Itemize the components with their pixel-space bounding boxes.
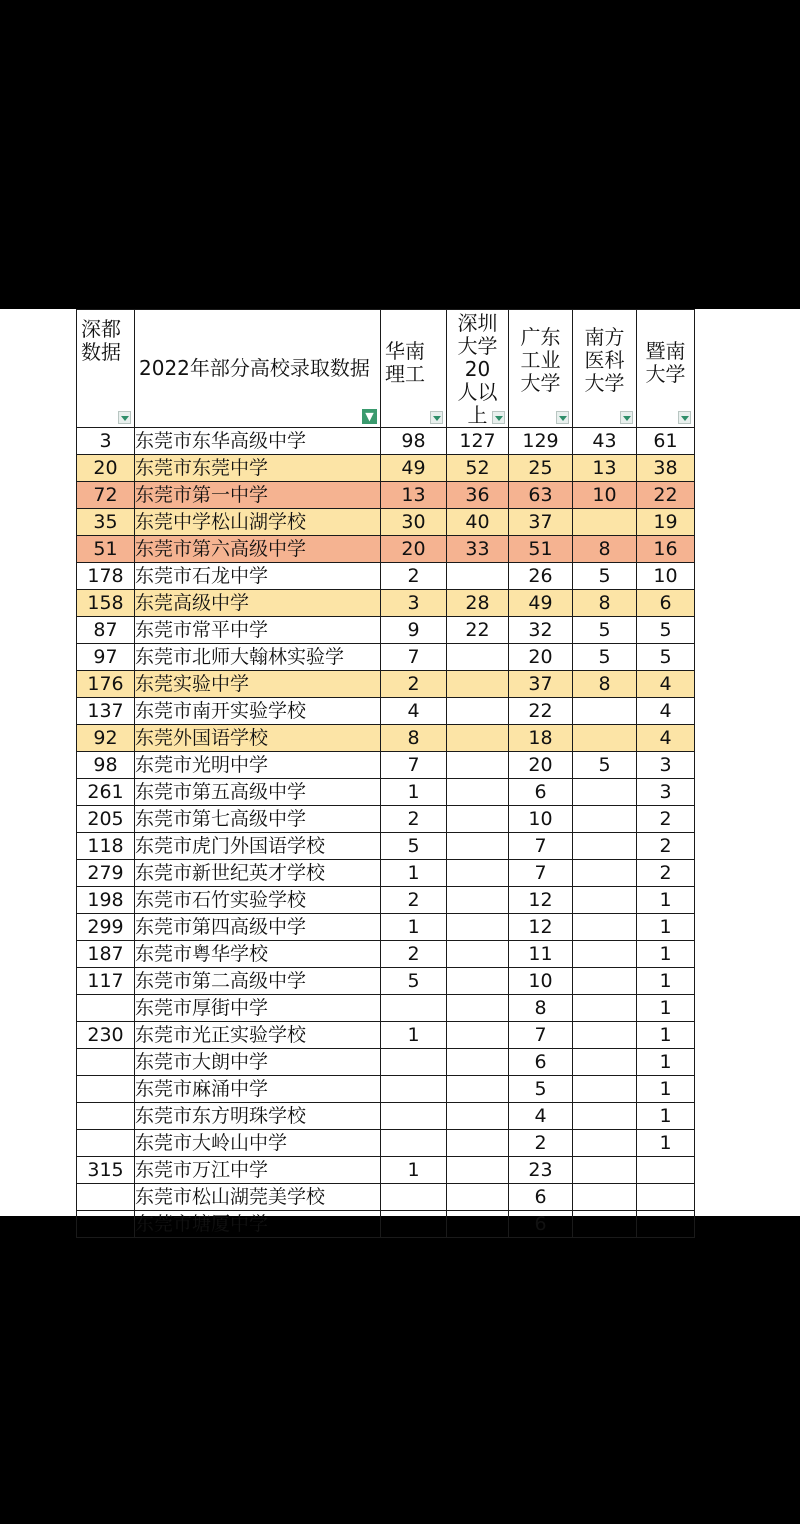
header-smu-label: 南方医科大学 [584, 325, 625, 395]
smu-count-cell[interactable] [573, 1211, 637, 1238]
school-name-cell[interactable]: 东莞市大朗中学 [135, 1049, 381, 1076]
gdut-count-cell[interactable]: 10 [509, 968, 573, 995]
table-row [77, 455, 695, 482]
smu-count-cell[interactable]: 13 [573, 455, 637, 482]
szu-count-cell[interactable]: 28 [447, 590, 509, 617]
jnu-count-cell[interactable]: 2 [637, 806, 695, 833]
rank-cell[interactable]: 117 [77, 968, 135, 995]
school-name-cell[interactable]: 东莞市北师大翰林实验学 [135, 644, 381, 671]
school-name-cell[interactable]: 东莞市常平中学 [135, 617, 381, 644]
school-name-cell[interactable]: 东莞市粤华学校 [135, 941, 381, 968]
gdut-count-cell[interactable]: 63 [509, 482, 573, 509]
school-name-cell[interactable]: 东莞市石龙中学 [135, 563, 381, 590]
gdut-count-cell[interactable]: 11 [509, 941, 573, 968]
smu-count-cell[interactable]: 43 [573, 428, 637, 455]
rank-cell[interactable]: 51 [77, 536, 135, 563]
rank-cell[interactable]: 92 [77, 725, 135, 752]
jnu-count-cell[interactable]: 5 [637, 617, 695, 644]
rank-cell[interactable]: 187 [77, 941, 135, 968]
school-name-cell[interactable]: 东莞市松山湖莞美学校 [135, 1184, 381, 1211]
header-school[interactable] [135, 310, 381, 428]
szu-count-cell[interactable] [447, 671, 509, 698]
jnu-count-cell[interactable]: 16 [637, 536, 695, 563]
school-name-cell[interactable]: 东莞实验中学 [135, 671, 381, 698]
gdut-count-cell[interactable]: 20 [509, 644, 573, 671]
smu-count-cell[interactable] [573, 914, 637, 941]
smu-count-cell[interactable]: 10 [573, 482, 637, 509]
jnu-count-cell[interactable]: 6 [637, 590, 695, 617]
rank-cell[interactable]: 118 [77, 833, 135, 860]
table-row [77, 563, 695, 590]
szu-count-cell[interactable] [447, 1022, 509, 1049]
header-jnu-label: 暨南大学 [645, 339, 686, 386]
jnu-count-cell[interactable]: 1 [637, 887, 695, 914]
gdut-count-cell[interactable]: 32 [509, 617, 573, 644]
jnu-count-cell[interactable] [637, 1211, 695, 1238]
scut-count-cell[interactable] [381, 1184, 447, 1211]
table-row [77, 752, 695, 779]
szu-count-cell[interactable] [447, 1076, 509, 1103]
jnu-count-cell[interactable]: 4 [637, 725, 695, 752]
gdut-count-cell[interactable]: 6 [509, 1211, 573, 1238]
table-row [77, 914, 695, 941]
school-name-cell[interactable]: 东莞市光正实验学校 [135, 1022, 381, 1049]
scut-count-cell[interactable]: 1 [381, 1022, 447, 1049]
rank-cell[interactable]: 279 [77, 860, 135, 887]
header-school-label: 2022年部分高校录取数据 [139, 356, 370, 380]
smu-count-cell[interactable]: 8 [573, 671, 637, 698]
scut-count-cell[interactable]: 5 [381, 833, 447, 860]
table-row [77, 428, 695, 455]
smu-count-cell[interactable] [573, 1076, 637, 1103]
rank-cell[interactable]: 137 [77, 698, 135, 725]
table-row [77, 1211, 695, 1238]
szu-count-cell[interactable] [447, 914, 509, 941]
rank-cell[interactable]: 3 [77, 428, 135, 455]
header-rank-label: 深都数据 [81, 317, 121, 364]
smu-count-cell[interactable] [573, 1184, 637, 1211]
scut-count-cell[interactable]: 5 [381, 968, 447, 995]
school-name-cell[interactable]: 东莞市光明中学 [135, 752, 381, 779]
jnu-count-cell[interactable]: 5 [637, 644, 695, 671]
scut-count-cell[interactable]: 1 [381, 914, 447, 941]
smu-count-cell[interactable]: 5 [573, 752, 637, 779]
smu-count-cell[interactable] [573, 833, 637, 860]
table-row [77, 725, 695, 752]
jnu-count-cell[interactable]: 1 [637, 968, 695, 995]
school-name-cell[interactable]: 东莞市塘厦中学 [135, 1211, 381, 1238]
school-name-cell[interactable]: 东莞市东莞中学 [135, 455, 381, 482]
admission-table [76, 309, 695, 1238]
szu-count-cell[interactable]: 33 [447, 536, 509, 563]
scut-count-cell[interactable]: 8 [381, 725, 447, 752]
szu-count-cell[interactable] [447, 833, 509, 860]
school-name-cell[interactable]: 东莞市石竹实验学校 [135, 887, 381, 914]
scut-count-cell[interactable]: 2 [381, 563, 447, 590]
filter-dropdown-icon[interactable] [430, 411, 443, 424]
jnu-count-cell[interactable] [637, 1157, 695, 1184]
school-name-cell[interactable]: 东莞市厚街中学 [135, 995, 381, 1022]
header-jnu[interactable] [637, 310, 695, 428]
szu-count-cell[interactable] [447, 1130, 509, 1157]
jnu-count-cell[interactable]: 38 [637, 455, 695, 482]
szu-count-cell[interactable] [447, 968, 509, 995]
jnu-count-cell[interactable]: 1 [637, 1022, 695, 1049]
rank-cell[interactable]: 178 [77, 563, 135, 590]
table-row [77, 482, 695, 509]
table-row [77, 617, 695, 644]
jnu-count-cell[interactable]: 4 [637, 698, 695, 725]
szu-count-cell[interactable] [447, 752, 509, 779]
scut-count-cell[interactable]: 3 [381, 590, 447, 617]
school-name-cell[interactable]: 东莞外国语学校 [135, 725, 381, 752]
gdut-count-cell[interactable]: 37 [509, 671, 573, 698]
scut-count-cell[interactable] [381, 1211, 447, 1238]
school-name-cell[interactable]: 东莞市东方明珠学校 [135, 1103, 381, 1130]
table-row [77, 968, 695, 995]
szu-count-cell[interactable] [447, 860, 509, 887]
jnu-count-cell[interactable]: 2 [637, 860, 695, 887]
smu-count-cell[interactable] [573, 806, 637, 833]
scut-count-cell[interactable]: 30 [381, 509, 447, 536]
jnu-count-cell[interactable]: 1 [637, 914, 695, 941]
table-row [77, 1076, 695, 1103]
szu-count-cell[interactable] [447, 1103, 509, 1130]
school-name-cell[interactable]: 东莞市东华高级中学 [135, 428, 381, 455]
filter-dropdown-icon[interactable] [620, 411, 633, 424]
table-row [77, 671, 695, 698]
scut-count-cell[interactable] [381, 1076, 447, 1103]
smu-count-cell[interactable] [573, 509, 637, 536]
school-name-cell[interactable]: 东莞市第四高级中学 [135, 914, 381, 941]
rank-cell[interactable]: 315 [77, 1157, 135, 1184]
table-row [77, 887, 695, 914]
jnu-count-cell[interactable]: 10 [637, 563, 695, 590]
gdut-count-cell[interactable]: 5 [509, 1076, 573, 1103]
rank-cell[interactable] [77, 1184, 135, 1211]
smu-count-cell[interactable]: 8 [573, 590, 637, 617]
szu-count-cell[interactable] [447, 725, 509, 752]
rank-cell[interactable]: 299 [77, 914, 135, 941]
jnu-count-cell[interactable]: 1 [637, 1103, 695, 1130]
jnu-count-cell[interactable]: 1 [637, 1049, 695, 1076]
gdut-count-cell[interactable]: 4 [509, 1103, 573, 1130]
scut-count-cell[interactable]: 2 [381, 671, 447, 698]
szu-count-cell[interactable] [447, 995, 509, 1022]
table-row [77, 1184, 695, 1211]
header-smu[interactable] [573, 310, 637, 428]
table-row [77, 1022, 695, 1049]
gdut-count-cell[interactable]: 51 [509, 536, 573, 563]
szu-count-cell[interactable]: 40 [447, 509, 509, 536]
header-gdut[interactable] [509, 310, 573, 428]
rank-cell[interactable]: 261 [77, 779, 135, 806]
jnu-count-cell[interactable]: 1 [637, 995, 695, 1022]
spreadsheet-view [0, 309, 800, 1235]
table-row [77, 995, 695, 1022]
jnu-count-cell[interactable]: 3 [637, 779, 695, 806]
rank-cell[interactable]: 158 [77, 590, 135, 617]
rank-cell[interactable] [77, 995, 135, 1022]
rank-cell[interactable]: 35 [77, 509, 135, 536]
smu-count-cell[interactable] [573, 1157, 637, 1184]
gdut-count-cell[interactable]: 6 [509, 779, 573, 806]
table-row [77, 1130, 695, 1157]
school-name-cell[interactable]: 东莞市虎门外国语学校 [135, 833, 381, 860]
table-row [77, 698, 695, 725]
scut-count-cell[interactable] [381, 1049, 447, 1076]
school-name-cell[interactable]: 东莞市第二高级中学 [135, 968, 381, 995]
szu-count-cell[interactable] [447, 698, 509, 725]
rank-cell[interactable]: 20 [77, 455, 135, 482]
gdut-count-cell[interactable]: 129 [509, 428, 573, 455]
gdut-count-cell[interactable]: 49 [509, 590, 573, 617]
table-row [77, 644, 695, 671]
scut-count-cell[interactable]: 98 [381, 428, 447, 455]
scut-count-cell[interactable] [381, 1103, 447, 1130]
gdut-count-cell[interactable]: 7 [509, 833, 573, 860]
header-szu[interactable] [447, 310, 509, 428]
header-szu-label: 深圳大学20人以上 [457, 311, 498, 427]
header-scut-label: 华南理工 [385, 339, 425, 386]
scut-count-cell[interactable]: 49 [381, 455, 447, 482]
school-name-cell[interactable]: 东莞中学松山湖学校 [135, 509, 381, 536]
szu-count-cell[interactable] [447, 887, 509, 914]
table-row [77, 941, 695, 968]
table-row [77, 1103, 695, 1130]
rank-cell[interactable] [77, 1103, 135, 1130]
jnu-count-cell[interactable]: 19 [637, 509, 695, 536]
smu-count-cell[interactable] [573, 779, 637, 806]
scut-count-cell[interactable]: 9 [381, 617, 447, 644]
table-row [77, 509, 695, 536]
szu-count-cell[interactable]: 22 [447, 617, 509, 644]
rank-cell[interactable]: 205 [77, 806, 135, 833]
szu-count-cell[interactable] [447, 1157, 509, 1184]
smu-count-cell[interactable] [573, 941, 637, 968]
filter-dropdown-icon[interactable] [556, 411, 569, 424]
scut-count-cell[interactable]: 2 [381, 806, 447, 833]
jnu-count-cell[interactable]: 1 [637, 1130, 695, 1157]
rank-cell[interactable] [77, 1049, 135, 1076]
rank-cell[interactable] [77, 1076, 135, 1103]
smu-count-cell[interactable] [573, 1130, 637, 1157]
rank-cell[interactable] [77, 1211, 135, 1238]
table-row [77, 590, 695, 617]
school-name-cell[interactable]: 东莞市南开实验学校 [135, 698, 381, 725]
szu-count-cell[interactable] [447, 1184, 509, 1211]
jnu-count-cell[interactable]: 1 [637, 941, 695, 968]
scut-count-cell[interactable]: 13 [381, 482, 447, 509]
gdut-count-cell[interactable]: 7 [509, 860, 573, 887]
smu-count-cell[interactable]: 8 [573, 536, 637, 563]
gdut-count-cell[interactable]: 18 [509, 725, 573, 752]
gdut-count-cell[interactable]: 7 [509, 1022, 573, 1049]
rank-cell[interactable] [77, 1130, 135, 1157]
school-name-cell[interactable]: 东莞市新世纪英才学校 [135, 860, 381, 887]
gdut-count-cell[interactable]: 10 [509, 806, 573, 833]
scut-count-cell[interactable]: 1 [381, 860, 447, 887]
scut-count-cell[interactable] [381, 995, 447, 1022]
filter-dropdown-icon[interactable] [678, 411, 691, 424]
school-name-cell[interactable]: 东莞市第五高级中学 [135, 779, 381, 806]
gdut-count-cell[interactable]: 6 [509, 1184, 573, 1211]
gdut-count-cell[interactable]: 37 [509, 509, 573, 536]
table-row [77, 860, 695, 887]
school-name-cell[interactable]: 东莞市麻涌中学 [135, 1076, 381, 1103]
szu-count-cell[interactable] [447, 941, 509, 968]
gdut-count-cell[interactable]: 12 [509, 887, 573, 914]
school-name-cell[interactable]: 东莞市第七高级中学 [135, 806, 381, 833]
table-row [77, 536, 695, 563]
jnu-count-cell[interactable] [637, 1184, 695, 1211]
smu-count-cell[interactable] [573, 698, 637, 725]
szu-count-cell[interactable] [447, 644, 509, 671]
school-name-cell[interactable]: 东莞市第一中学 [135, 482, 381, 509]
szu-count-cell[interactable] [447, 806, 509, 833]
scut-count-cell[interactable]: 20 [381, 536, 447, 563]
smu-count-cell[interactable]: 5 [573, 644, 637, 671]
table-row [77, 806, 695, 833]
gdut-count-cell[interactable]: 20 [509, 752, 573, 779]
scut-count-cell[interactable]: 2 [381, 941, 447, 968]
smu-count-cell[interactable] [573, 860, 637, 887]
jnu-count-cell[interactable]: 3 [637, 752, 695, 779]
gdut-count-cell[interactable]: 23 [509, 1157, 573, 1184]
header-gdut-label: 广东工业大学 [520, 325, 561, 395]
smu-count-cell[interactable] [573, 725, 637, 752]
gdut-count-cell[interactable]: 26 [509, 563, 573, 590]
gdut-count-cell[interactable]: 22 [509, 698, 573, 725]
scut-count-cell[interactable]: 7 [381, 644, 447, 671]
scut-count-cell[interactable]: 2 [381, 887, 447, 914]
rank-cell[interactable]: 97 [77, 644, 135, 671]
header-scut[interactable] [381, 310, 447, 428]
rank-cell[interactable]: 198 [77, 887, 135, 914]
filter-active-icon[interactable]: ▼ [362, 409, 377, 424]
rank-cell[interactable]: 87 [77, 617, 135, 644]
table-row [77, 1157, 695, 1184]
rank-cell[interactable]: 98 [77, 752, 135, 779]
scut-count-cell[interactable]: 7 [381, 752, 447, 779]
scut-count-cell[interactable]: 4 [381, 698, 447, 725]
gdut-count-cell[interactable]: 25 [509, 455, 573, 482]
smu-count-cell[interactable] [573, 887, 637, 914]
jnu-count-cell[interactable]: 61 [637, 428, 695, 455]
jnu-count-cell[interactable]: 4 [637, 671, 695, 698]
szu-count-cell[interactable] [447, 1211, 509, 1238]
szu-count-cell[interactable] [447, 1049, 509, 1076]
szu-count-cell[interactable]: 52 [447, 455, 509, 482]
smu-count-cell[interactable]: 5 [573, 563, 637, 590]
gdut-count-cell[interactable]: 8 [509, 995, 573, 1022]
szu-count-cell[interactable]: 127 [447, 428, 509, 455]
smu-count-cell[interactable] [573, 995, 637, 1022]
szu-count-cell[interactable] [447, 563, 509, 590]
gdut-count-cell[interactable]: 2 [509, 1130, 573, 1157]
filter-dropdown-icon[interactable] [118, 411, 131, 424]
smu-count-cell[interactable] [573, 1022, 637, 1049]
rank-cell[interactable]: 72 [77, 482, 135, 509]
school-name-cell[interactable]: 东莞高级中学 [135, 590, 381, 617]
table-row [77, 779, 695, 806]
rank-cell[interactable]: 176 [77, 671, 135, 698]
scut-count-cell[interactable] [381, 1130, 447, 1157]
scut-count-cell[interactable]: 1 [381, 779, 447, 806]
szu-count-cell[interactable] [447, 779, 509, 806]
school-name-cell[interactable]: 东莞市第六高级中学 [135, 536, 381, 563]
school-name-cell[interactable]: 东莞市万江中学 [135, 1157, 381, 1184]
smu-count-cell[interactable] [573, 1049, 637, 1076]
jnu-count-cell[interactable]: 2 [637, 833, 695, 860]
szu-count-cell[interactable]: 36 [447, 482, 509, 509]
smu-count-cell[interactable] [573, 968, 637, 995]
header-rank[interactable] [77, 310, 135, 428]
table-row [77, 833, 695, 860]
school-name-cell[interactable]: 东莞市大岭山中学 [135, 1130, 381, 1157]
header-row [77, 310, 695, 428]
table-row [77, 1049, 695, 1076]
smu-count-cell[interactable] [573, 1103, 637, 1130]
gdut-count-cell[interactable]: 12 [509, 914, 573, 941]
rank-cell[interactable]: 230 [77, 1022, 135, 1049]
jnu-count-cell[interactable]: 22 [637, 482, 695, 509]
smu-count-cell[interactable]: 5 [573, 617, 637, 644]
gdut-count-cell[interactable]: 6 [509, 1049, 573, 1076]
jnu-count-cell[interactable]: 1 [637, 1076, 695, 1103]
filter-dropdown-icon[interactable] [492, 411, 505, 424]
scut-count-cell[interactable]: 1 [381, 1157, 447, 1184]
